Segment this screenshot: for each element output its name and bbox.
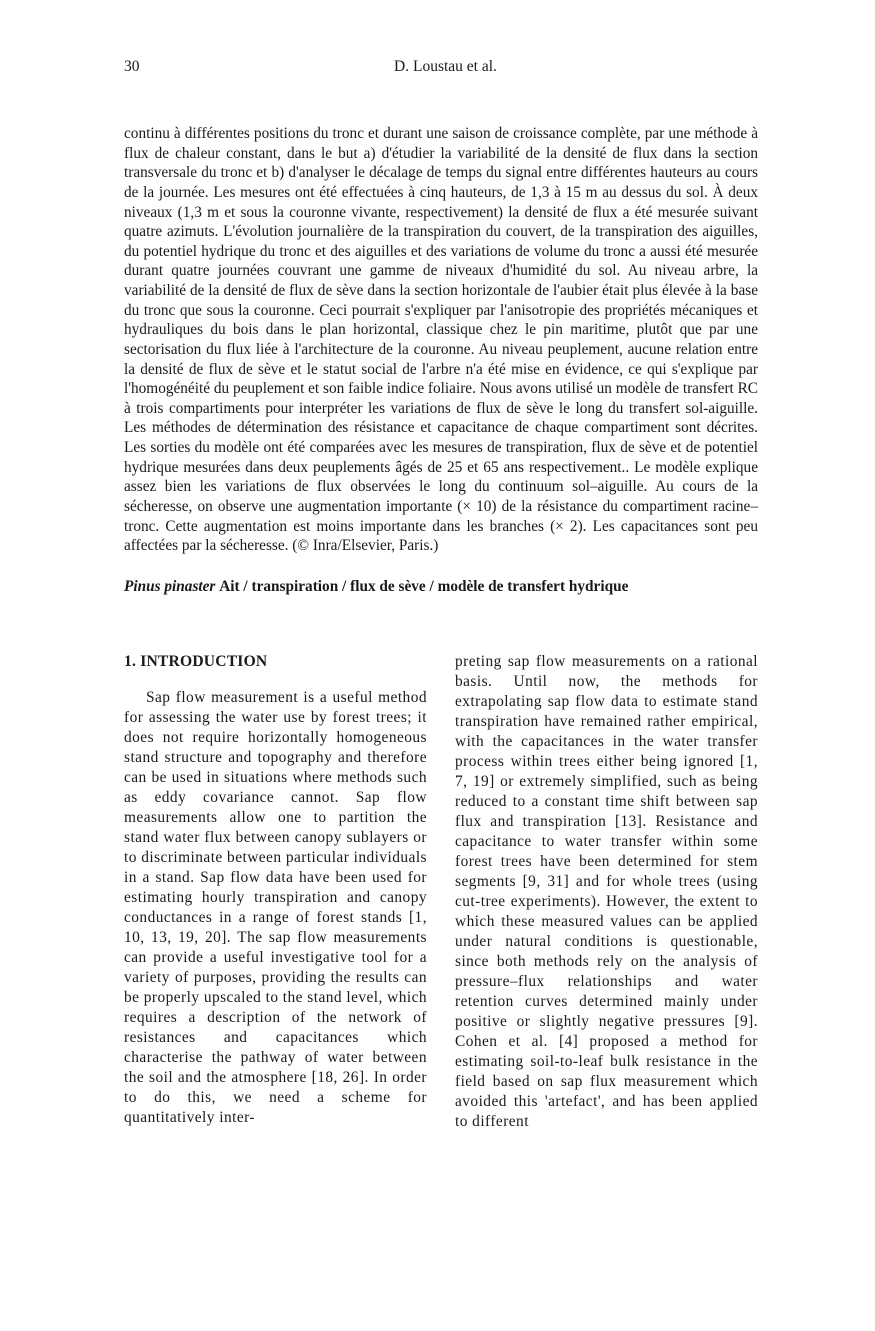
running-head-authors: D. Loustau et al. — [394, 58, 497, 75]
column-right — [455, 652, 758, 1132]
body-columns — [124, 652, 758, 1132]
section-title-introduction: 1. INTRODUCTION — [124, 652, 268, 670]
paragraph: Sap flow measurement is a useful method for assessing the water use by forest trees; it does not require horizontally homogeneous stand structure and topography and therefore can be used in situations where methods such as eddy covariance cannot. Sap flow measurements allow one to partition the stand water flux between canopy sublayers or to discriminate between particular individuals in a stand. Sap flow data have been used for estimating hourly transpiration and canopy conductances in a range of forest stands [1, 10, 13, 19, 20]. The sap flow measurements can provide a useful investigative tool for a variety of purposes, providing the results can be properly upscaled to the stand level, which requires a description of the network of resistances and capacitances which characterise the pathway of water between the soil and the atmosphere [18, 26]. In order to do this, we need a scheme for quantitatively inter- — [124, 689, 427, 1127]
keywords-line — [124, 578, 758, 596]
running-head — [124, 58, 757, 78]
abstract-text: continu à différentes positions du tronc et durant une saison de croissance complète, par une méthode à flux de chaleur constant, dans le but a) d'étudier la variabilité de la densité de flux dans la section transversale du tronc et b) d'analyser le décalage de temps du signal entre différentes hauteurs au cours de la journée. Les mesures ont été effectuées à cinq hauteurs, de 1,3 à 15 m au dessus du sol. À deux niveaux (1,3 m et sous la couronne vivante, respectivement) la densité de flux a été mesurée suivant quatre azimuts. L'évolution journalière de la transpiration du couvert, de la transpiration des aiguilles, du potentiel hydrique du tronc et des aiguilles et des variations de volume du tronc a aussi été mesurée durant quatre journées couvrant une gamme de niveaux d'humidité du sol. Au niveau arbre, la variabilité de la densité de flux de sève dans la section horizontale de l'aubier était plus élevée à la base du tronc que sous la couronne. Ceci pourrait s'expliquer par l'anisotropie des propriétés mécaniques et hydrauliques du bois dans le plan horizontal, classique chez le pin maritime, plutôt que par une sectorisation du flux liée à l'architecture de la couronne. Au niveau peuplement, aucune relation entre la densité de flux de sève et le statut social de l'arbre n'a été mise en évidence, ce qui s'explique par l'homogénéité du peuplement et son faible indice foliaire. Nous avons utilisé un modèle de transfert RC à trois compartiments pour interpréter les variations de flux de sève le long du transfert sol-aiguille. Les méthodes de détermination des résistance et capacitance de chaque compartiment sont décrites. Les sorties du modèle ont été comparées avec les mesures de transpiration, flux de sève et de potentiel hydrique mesurées dans deux peuplements âgés de 25 et 65 ans respectivement.. Le modèle explique assez bien les variations de flux observées le long du continuum sol–aiguille. Au cours de la sécheresse, on observe une augmentation importante (× 10) de la résistance du compartiment racine–tronc. Cette augmentation est moins importante dans les branches (× 2). Les capacitances sont peu affectées par la sécheresse. (© Inra/Elsevier, Paris.) — [124, 125, 759, 555]
keywords-species: Pinus pinaster — [124, 577, 216, 595]
page-number: 30 — [124, 58, 140, 75]
abstract-block — [124, 124, 758, 556]
keywords-rest: Ait / transpiration / flux de sève / modèle de transfert hydrique — [219, 577, 629, 595]
column-left — [124, 652, 427, 1132]
paragraph: preting sap flow measurements on a rational basis. Until now, the methods for extrapolating sap flow data to estimate stand transpiration have remained rather empirical, with the capacitances in the water transfer process within trees either being ignored [1, 7, 19] or extremely simplified, such as being reduced to a constant time shift between sap flux and transpiration [13]. Resistance and capacitance to water transfer within some forest trees have been determined for stem segments [9, 31] and for whole trees (using cut-tree experiments). However, the extent to which these measured values can be applied under natural conditions is questionable, since both methods rely on the analysis of pressure–flux relationships and water retention curves determined mainly under positive or slightly negative pressures [9]. Cohen et al. [4] proposed a method for estimating soil-to-leaf bulk resistance in the field based on sap flux measurement which avoided this 'artefact', and has been applied to different — [455, 652, 758, 1131]
